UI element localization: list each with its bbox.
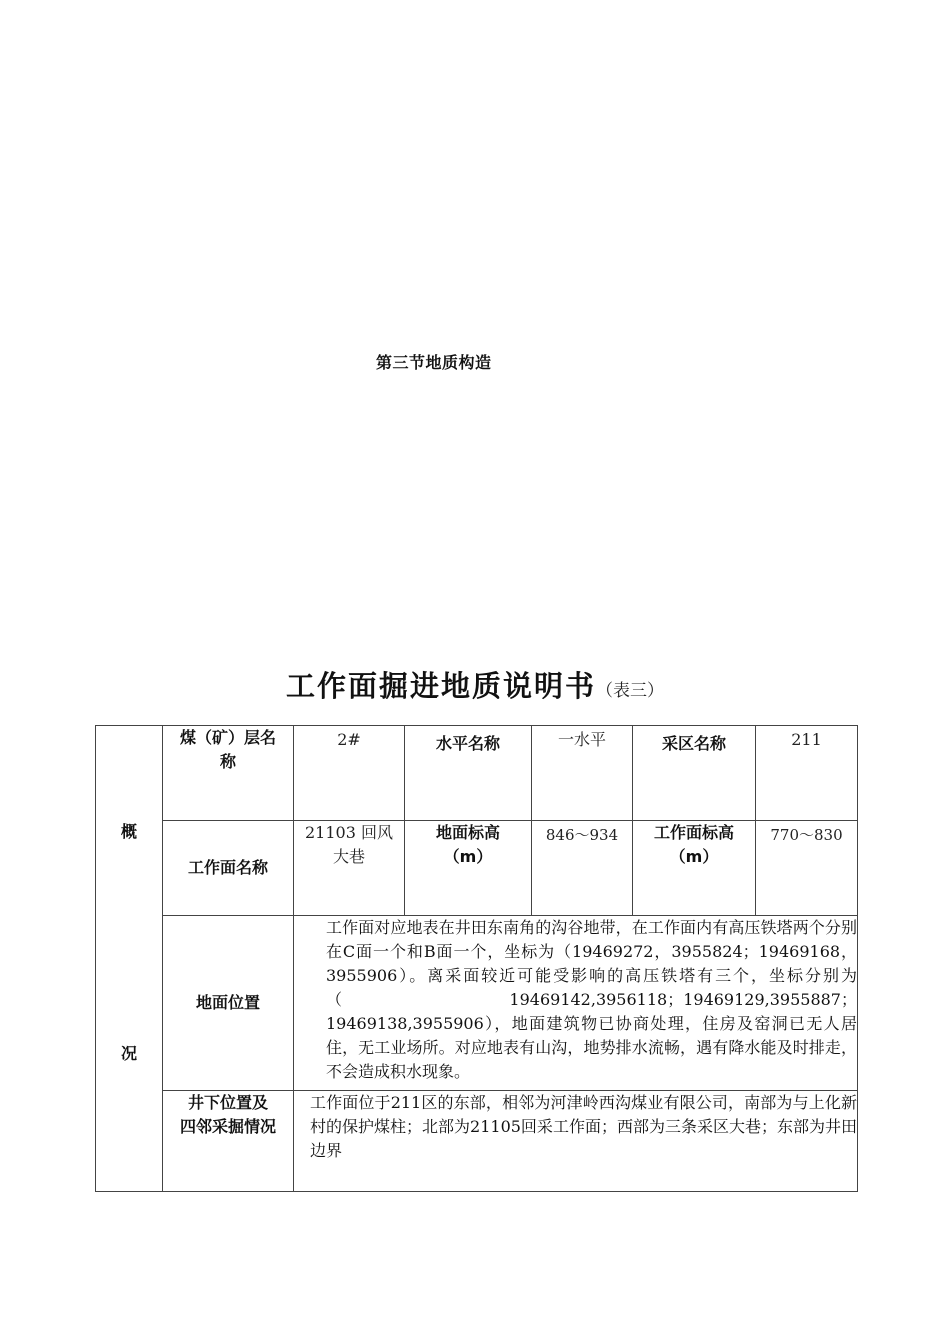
seam-name-label-line2: 称 [219, 752, 236, 771]
face-elevation-label-line2: （m） [669, 847, 719, 866]
underground-location-text [294, 1091, 858, 1192]
face-elevation-value: 770～830 [756, 821, 858, 916]
overview-side-label [96, 726, 163, 1192]
seam-name-label-line1: 煤（矿）层名 [179, 728, 276, 747]
document-title-sub: （表三） [596, 681, 664, 701]
underground-location-label [163, 1091, 294, 1192]
face-name-value-line2: 大巷 [332, 847, 365, 866]
overview-side-label-top: 概 [120, 822, 137, 841]
seam-name-value: 2# [294, 726, 405, 821]
geology-info-table [95, 725, 858, 1192]
surface-elevation-label-line2: （m） [443, 847, 493, 866]
district-name-label: 采区名称 [633, 726, 756, 821]
surface-location-label: 地面位置 [163, 916, 294, 1091]
face-elevation-label-line1: 工作面标高 [653, 823, 734, 842]
district-name-value: 211 [756, 726, 858, 821]
surface-elevation-value: 846～934 [532, 821, 633, 916]
section-heading: 第三节地质构造 [376, 353, 492, 372]
document-title [0, 664, 950, 705]
surface-location-text [294, 916, 858, 1091]
document-title-main: 工作面掘进地质说明书 [285, 669, 596, 703]
face-name-value-line1: 21103 回风 [305, 823, 393, 842]
face-name-label: 工作面名称 [163, 821, 294, 916]
overview-side-label-bottom: 况 [120, 1044, 137, 1063]
face-elevation-label [633, 821, 756, 916]
face-name-value [294, 821, 405, 916]
underground-location-paragraph: 工作面位于211区的东部，相邻为河津岭西沟煤业有限公司，南部为与上化新村的保护煤柱；北部为21105回采工作面；西部为三条采区大巷；东部为井田边界 [310, 1093, 857, 1160]
underground-location-label-line2: 四邻采掘情况 [179, 1117, 276, 1136]
surface-location-paragraph: 工作面对应地表在井田东南角的沟谷地带，在工作面内有高压铁塔两个分别在C面一个和B面一个，坐标为（19469272，3955824；19469168，3955906）。离采面较近可能受影响的高压铁塔有三个，坐标分别为（19469142,3956118；19469129,3955887；19469138,3955906），地面建筑物已协商处理，住房及窑洞已无人居住，无工业场所。对应地表有山沟，地势排水流畅，遇有降水能及时排走，不会造成积水现象。 [326, 918, 857, 1081]
level-name-value: 一水平 [532, 726, 633, 821]
surface-elevation-label [405, 821, 532, 916]
underground-location-label-line1: 井下位置及 [187, 1093, 268, 1112]
seam-name-label [163, 726, 294, 821]
level-name-label: 水平名称 [405, 726, 532, 821]
surface-elevation-label-line1: 地面标高 [435, 823, 500, 842]
